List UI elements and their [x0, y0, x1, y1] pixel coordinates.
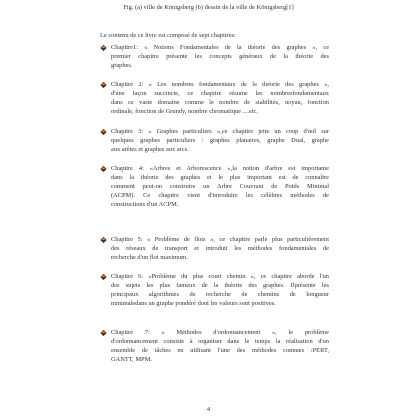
chapter-text-line: Chapitre 2: « Les nombres fondamentaux de la théorie des graphes »,: [111, 81, 329, 88]
chapter-text-line: d'ordonnancement consiste à organiser dans le temps la réalisation d'un: [111, 338, 329, 346]
chapter-text-line: Chapitre 7: « Méthodes d'ordonnancement », le problème: [111, 329, 329, 336]
chapter-description: [111, 80, 329, 116]
diamond-bullet-icon: [100, 236, 107, 244]
chapter-text-line: premier chapitre présente les concepts généraux de la théorie des: [111, 53, 329, 61]
diamond-bullet-icon: [100, 273, 107, 281]
chapter-description: [111, 164, 329, 209]
chapter-description: [111, 127, 329, 154]
chapter-text-line: GANTT, MPM.: [111, 356, 152, 364]
chapter-text-line: d'une façon succincte, ce chapitre résume les nombresfondamentaux: [111, 90, 329, 98]
chapter-text-line: recherche d'un flot maximum.: [111, 254, 188, 262]
chapter-text-line: constructions d'un ACPM.: [111, 201, 179, 209]
chapter-text-line: des réseaux de transport et introduit les méthodes fondamentales de: [111, 245, 329, 253]
chapter-text-line: graphes.: [111, 62, 133, 70]
chapter-description: [111, 235, 329, 262]
chapter-text-line: (ACPM). Ce chapitre vient d'introduire les célèbres méthodes de: [111, 192, 329, 200]
diamond-bullet-icon: [100, 81, 107, 89]
page-number: 4: [206, 406, 211, 413]
diamond-bullet-icon: [100, 165, 107, 173]
chapter-text-line: comment peut-on construire un Arbre Couvrant de Poids Minimal: [111, 183, 329, 191]
diamond-bullet-icon: [100, 329, 107, 337]
chapter-description: [111, 272, 329, 308]
chapter-text-line: ensemble de tâches en utilisant l'une des méthodes connues :PERT,: [111, 347, 329, 355]
diamond-bullet-icon: [100, 128, 107, 136]
chapter-description: [111, 328, 329, 364]
diamond-bullet-icon: [100, 44, 107, 52]
chapter-description: [111, 43, 329, 70]
chapter-text-line: minimaledans un graphe pondéré dont les valeurs sont positives.: [111, 300, 276, 308]
chapter-text-line: Chapitre 3: « Graphes particuliers »,ce chapitre jette un coup d'œil sur: [111, 128, 329, 135]
chapter-text-line: dans la théorie des graphes et le plus important est de connaître: [111, 174, 329, 182]
chapter-text-line: Chapitre1: « Notions Fondamentales de la théorie des graphes », ce: [111, 44, 329, 51]
chapter-text-line: Chapitre 4: «Arbres et Arborescence »,la notion d'arbre est importante: [111, 165, 329, 172]
chapter-text-line: dans ce vaste domaine comme le nombre de stabilités, noyau, fonction: [111, 99, 329, 107]
figure-caption: Fig. (a) ville de Königsberg (b) dessin de la ville de Königsberg[1]: [123, 4, 294, 11]
chapter-text-line: aux arêtes et graphes aux arcs.: [111, 146, 189, 154]
chapter-text-line: ordinale, fonction de Grundy, nombre chromatique ....etc.: [111, 108, 259, 116]
intro-paragraph: Le contenu de ce livre est composé de sept chapitres:: [100, 32, 236, 39]
chapter-text-line: principaux algorithmes de recherche de chemins de longueur: [111, 291, 329, 299]
chapter-text-line: des sujets les plus fameux de la théorie des graphes. Ilprésente les: [111, 282, 329, 290]
chapter-text-line: Chapitre 6: «Problème du plus court chemin », ce chapitre aborde l'un: [111, 273, 329, 280]
chapter-text-line: quelques graphes particuliers : graphes planaires, graphe Dual, graphe: [111, 137, 329, 145]
chapter-text-line: Chapitre 5: « Problème de flots », ce chapitre parle plus particulièrement: [111, 236, 329, 243]
